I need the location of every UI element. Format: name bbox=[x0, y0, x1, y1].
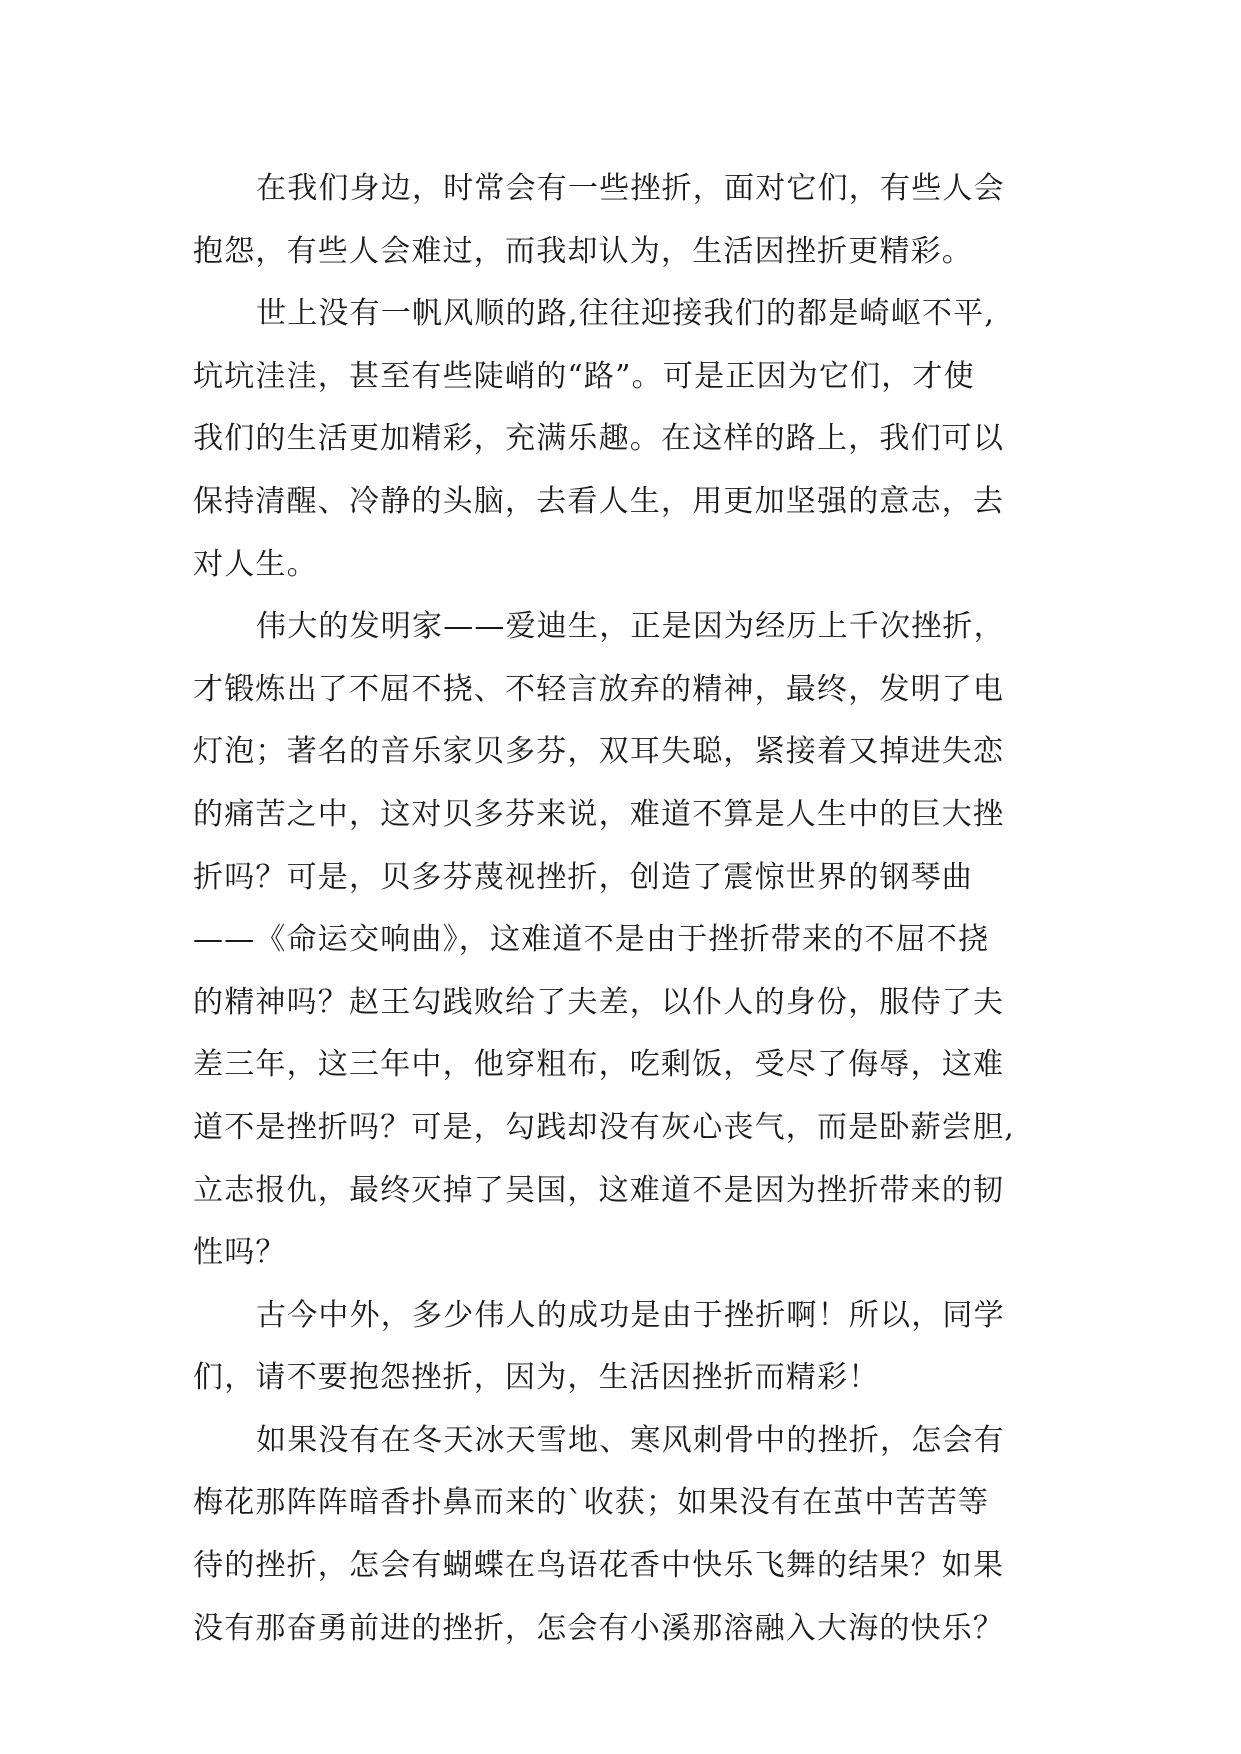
text-line: 灯泡；著名的音乐家贝多芬，双耳失聪，紧接着又掉进失恋 bbox=[193, 734, 1005, 770]
text-line: 古今中外，多少伟人的成功是由于挫折啊！所以，同学 bbox=[256, 1297, 1005, 1333]
text-line: 没有那奋勇前进的挫折，怎会有小溪那溶融入大海的快乐？ bbox=[193, 1610, 1005, 1646]
text-line: 世上没有一帆风顺的路,往往迎接我们的都是崎岖不平, bbox=[256, 296, 996, 332]
text-line: 对人生。 bbox=[193, 546, 318, 582]
text-line: 保持清醒、冷静的头脑，去看人生，用更加坚强的意志，去 bbox=[193, 483, 1005, 519]
text-line: 坑坑洼洼，甚至有些陡峭的“路”。可是正因为它们，才使 bbox=[193, 358, 975, 394]
text-line: 差三年，这三年中，他穿粗布，吃剩饭，受尽了侮辱，这难 bbox=[193, 1047, 1005, 1083]
text-line: 折吗？可是，贝多芬蔑视挫折，创造了震惊世界的钢琴曲 bbox=[193, 859, 973, 895]
text-line: 的精神吗？赵王勾践败给了夫差，以仆人的身份，服侍了夫 bbox=[193, 984, 1005, 1020]
text-line: 性吗？ bbox=[193, 1235, 287, 1271]
text-line: 抱怨，有些人会难过，而我却认为，生活因挫折更精彩。 bbox=[193, 233, 973, 269]
text-line: ——《命运交响曲》，这难道不是由于挫折带来的不屈不挠 bbox=[193, 922, 990, 958]
text-line: 立志报仇，最终灭掉了吴国，这难道不是因为挫折带来的韧 bbox=[193, 1172, 1005, 1208]
text-line: 才锻炼出了不屈不挠、不轻言放弃的精神，最终，发明了电 bbox=[193, 671, 1005, 707]
text-line: 如果没有在冬天冰天雪地、寒风刺骨中的挫折，怎会有 bbox=[256, 1422, 1005, 1458]
text-line: 在我们身边，时常会有一些挫折，面对它们，有些人会 bbox=[256, 171, 1005, 206]
text-line: 的痛苦之中，这对贝多芬来说，难道不算是人生中的巨大挫 bbox=[193, 796, 1005, 832]
text-line: 我们的生活更加精彩，充满乐趣。在这样的路上，我们可以 bbox=[193, 421, 1005, 457]
text-line: 待的挫折，怎会有蝴蝶在鸟语花香中快乐飞舞的结果？如果 bbox=[193, 1548, 1005, 1584]
text-line: 梅花那阵阵暗香扑鼻而来的`收获；如果没有在茧中苦苦等 bbox=[193, 1485, 990, 1521]
text-line: 道不是挫折吗？可是，勾践却没有灰心丧气，而是卧薪尝胆, bbox=[193, 1109, 1015, 1145]
essay-body bbox=[193, 158, 1073, 1660]
text-line: 们，请不要抱怨挫折，因为，生活因挫折而精彩！ bbox=[193, 1360, 880, 1396]
text-line: 伟大的发明家——爱迪生，正是因为经历上千次挫折， bbox=[256, 609, 1005, 645]
